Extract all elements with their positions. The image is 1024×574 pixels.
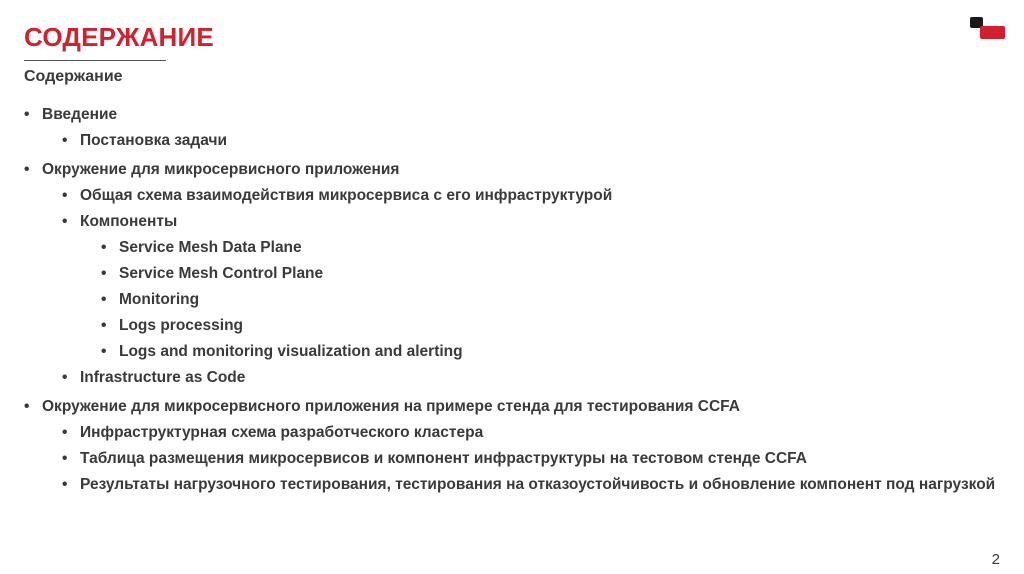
slide-title: СОДЕРЖАНИЕ (24, 22, 214, 52)
toc-item-level3 (22, 342, 1012, 361)
toc-item-level2 (22, 212, 1012, 231)
toc-item-level2 (22, 131, 1012, 150)
bullet-icon: • (24, 398, 30, 415)
bullet-icon: • (62, 424, 68, 441)
toc-item-level1 (22, 160, 1012, 179)
bullet-icon: • (101, 239, 107, 256)
toc-item-text: Monitoring (119, 291, 200, 308)
toc-item-level2 (22, 423, 1012, 442)
bullet-icon: • (101, 317, 107, 334)
brand-logo-icon (968, 16, 1008, 44)
toc-item-text: Окружение для микросервисного приложения (42, 161, 400, 178)
toc-item-text: Service Mesh Data Plane (119, 239, 302, 256)
bullet-icon: • (62, 369, 68, 386)
toc-item-text: Logs and monitoring visualization and alerting (119, 343, 463, 360)
bullet-icon: • (101, 291, 107, 308)
bullet-icon: • (101, 343, 107, 360)
bullet-icon: • (62, 213, 68, 230)
title-underline (24, 60, 166, 61)
toc-item-text: Результаты нагрузочного тестирования, тестирования на отказоустойчивость и обновление компонент под нагрузкой (80, 476, 996, 493)
toc-item-text: Service Mesh Control Plane (119, 265, 324, 282)
bullet-icon: • (62, 187, 68, 204)
toc-item-level3 (22, 264, 1012, 283)
toc-item-level2 (22, 449, 1012, 468)
toc-item-level2 (22, 186, 1012, 205)
toc-item-level3 (22, 316, 1012, 335)
toc-item-text: Инфраструктурная схема разработческого кластера (80, 424, 484, 441)
toc-item-text: Постановка задачи (80, 132, 228, 149)
toc-item-text: Infrastructure as Code (80, 369, 246, 386)
toc-item-text: Logs processing (119, 317, 244, 334)
toc-item-level2 (22, 368, 1012, 387)
toc-item-text: Компоненты (80, 213, 178, 230)
toc-item-level1 (22, 397, 1012, 416)
bullet-icon: • (101, 265, 107, 282)
page-subtitle: Содержание (24, 68, 123, 85)
bullet-icon: • (62, 132, 68, 149)
toc-item-text: Таблица размещения микросервисов и компонент инфраструктуры на тестовом стенде CCFA (80, 450, 807, 467)
table-of-contents (22, 105, 1012, 494)
toc-item-level1 (22, 105, 1012, 124)
toc-item-level2 (22, 475, 1012, 494)
bullet-icon: • (24, 161, 30, 178)
bullet-icon: • (62, 476, 68, 493)
bullet-icon: • (62, 450, 68, 467)
toc-item-text: Окружение для микросервисного приложения на примере стенда для тестирования CCFA (42, 398, 740, 415)
toc-item-text: Общая схема взаимодействия микросервиса с его инфраструктурой (80, 187, 613, 204)
toc-item-text: Введение (42, 106, 118, 123)
bullet-icon: • (24, 106, 30, 123)
page-number: 2 (991, 551, 1000, 568)
toc-item-level3 (22, 290, 1012, 309)
toc-item-level3 (22, 238, 1012, 257)
